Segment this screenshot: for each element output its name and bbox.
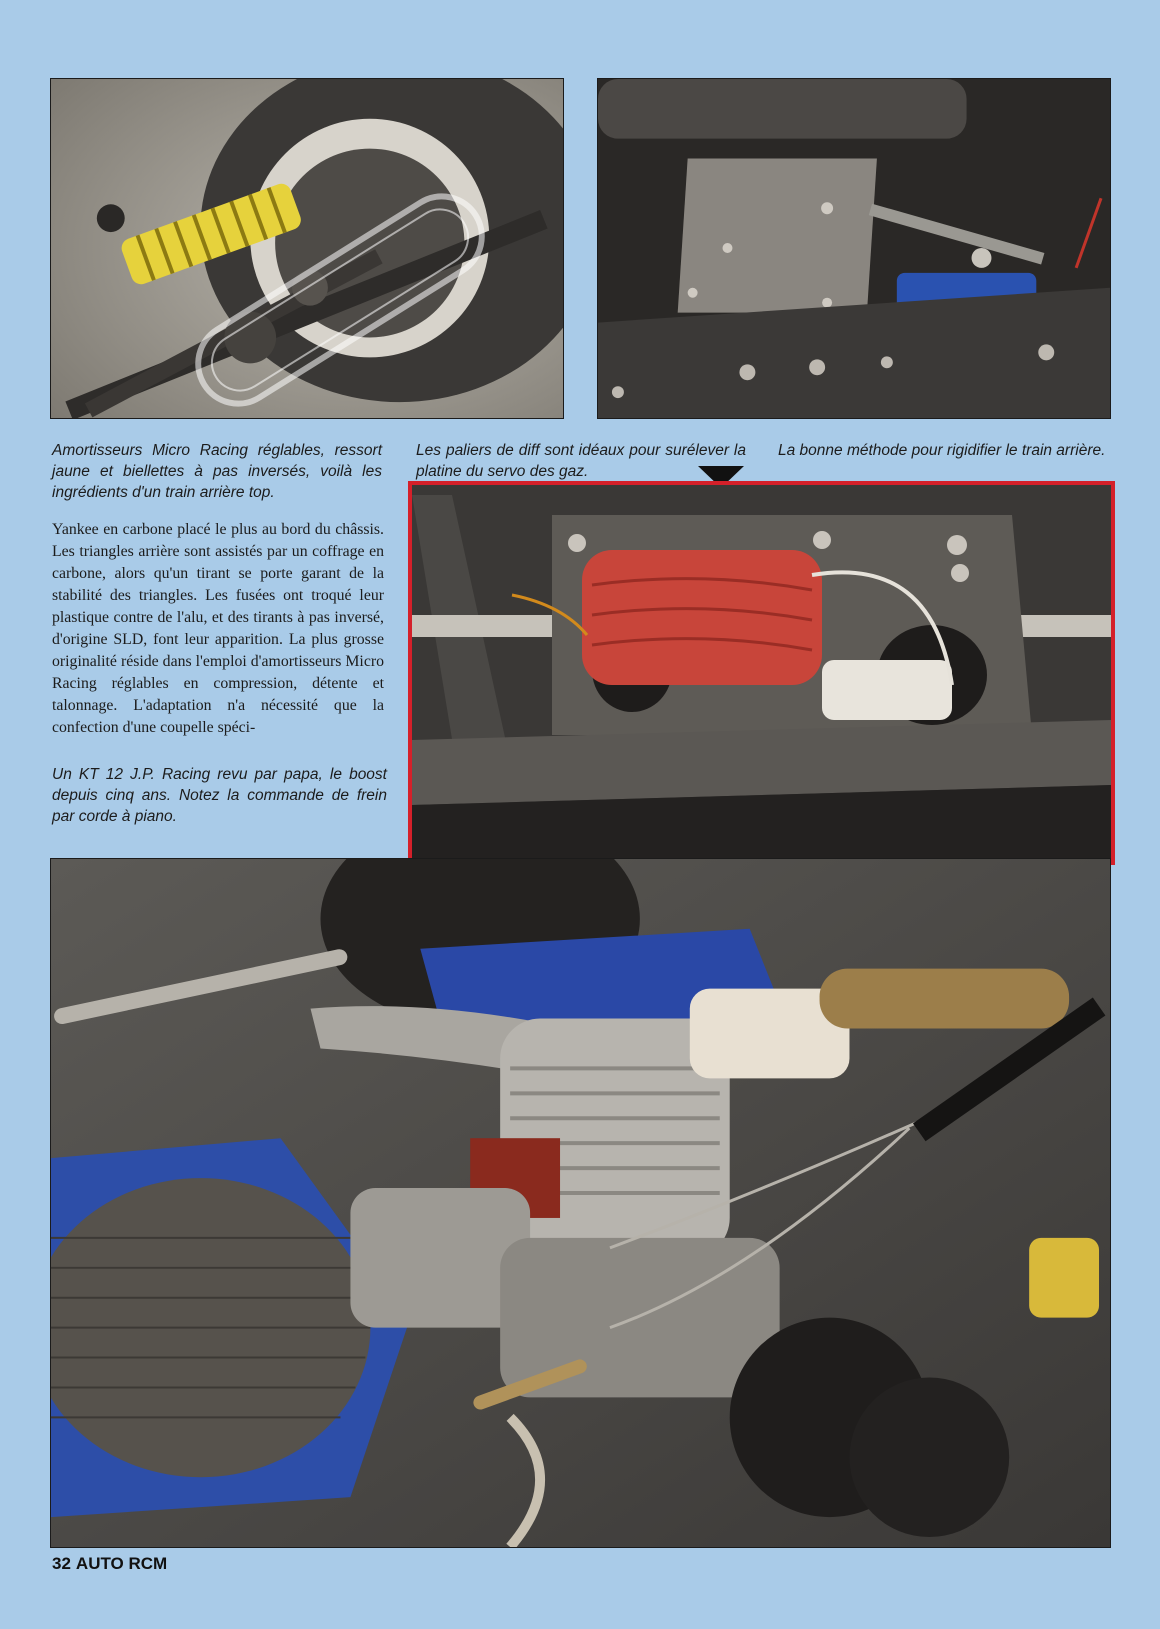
caption-brace: La bonne méthode pour rigidifier le train arrière. <box>778 442 1106 459</box>
caption-diff-bearings: Les paliers de diff sont idéaux pour surélever la platine du servo des gaz. <box>416 442 746 480</box>
page-number: 32 <box>52 1554 71 1573</box>
caption-rear-shock: Amortisseurs Micro Racing réglables, ressort jaune et biellettes à pas inversés, voilà les ingrédients d'un train arrière top. <box>52 442 382 501</box>
photo-rear-shock <box>50 78 564 419</box>
magazine-name: AUTO RCM <box>75 1554 168 1573</box>
page-footer <box>52 1554 172 1574</box>
caption-engine: Un KT 12 J.P. Racing revu par papa, le boost depuis cinq ans. Notez la commande de frein par corde à piano. <box>52 766 387 825</box>
photo-diff-bearings <box>597 78 1111 419</box>
article-body-text: Yankee en carbone placé le plus au bord du châssis. Les triangles arrière sont assistés par un coffrage en carbone, alors qu'un tirant se porte garant de la stabilité des triangles. Les fusées ont troqué leur plastique contre de l'alu, et des tirants à pas inversé, d'origine SLD, font leur apparition. La plus grosse originalité réside dans l'emploi d'amortisseurs Micro Racing réglables en compression, détente et talonnage. L'adaptation n'a nécessité que la confection d'une coupelle spéci- <box>52 521 384 736</box>
photo-engine <box>50 858 1111 1548</box>
photo-brace-highlight <box>408 481 1115 865</box>
